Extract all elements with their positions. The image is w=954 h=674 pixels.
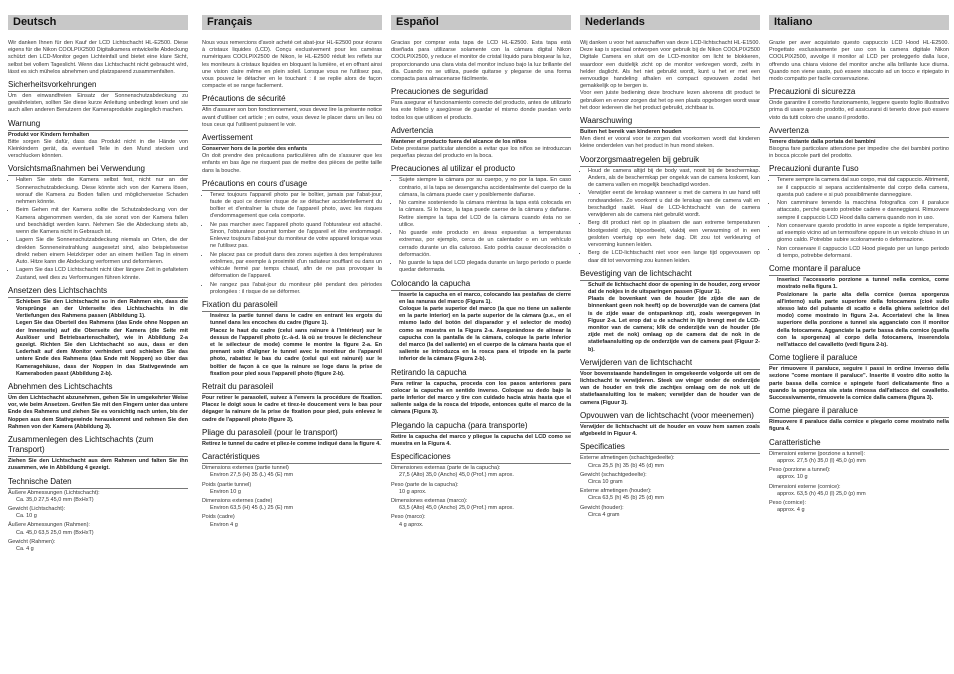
spec-label: Poids (cadre) bbox=[202, 514, 235, 521]
section-text: Pour retirer le parasoleil, suivez à l'envers la procédure de fixation. Placez le doigt sous le cadre et tirez-le doucement vers le bas pour dégager la rainure de la prise de fixation pour pied, puis enlevez le cadre de l'appareil photo (figure 3). bbox=[202, 395, 382, 423]
spec-value: 63,5 (Alto) 45,0 (Ancho) 25,0 (Prof.) mm aprox. bbox=[399, 505, 514, 512]
intro-text: Grazie per aver acquistato questo cappuccio LCD Hood HL-E2500. Progettato esclusivamente per uso con la camera digitale Nikon COOLPIX2500, avvolge il monitor al LCD per proteggerlo dalla luce, offrendo una chiara visione del monitor anche alla brillante luce diurna. Quando non viene usato, può essere staccato ad un tocco e ripiegato in modo compatto per facile conservazione. bbox=[769, 40, 949, 83]
intro-text: Nous vous remercions d'avoir acheté cet abat-jour HL-E2500 pour écrans à cristaux liquides (LCD). Conçu exclusivement pour les caméras numériques COOLPIX2500 de Nikon, le HL-E2500 réduit les reflets sur les moniteurs à cristaux liquides en bloquant la lumière, et en offrant ainsi une vision claire même en plein soleil. Lorsque vous ne l'utilisez pas, vous pouvez le détacher en le touchant : il se replie alors de façon compacte et se range facilement. bbox=[202, 40, 382, 90]
section-heading: Opvouwen van de lichtschacht (voor meenemen) bbox=[580, 411, 760, 423]
spec-value: Ca. 35,0 27,5 45,0 mm (BxHxT) bbox=[16, 496, 94, 503]
section-heading: Retrait du parasoleil bbox=[202, 382, 382, 394]
section-text: Bisogna fare particolare attenzione per impedire che dei bambini portino in bocca piccole parti del prodotto. bbox=[769, 146, 949, 160]
warning-bold: Conserver hors de la portée des enfants bbox=[202, 146, 308, 153]
spec-value: 4 g aprox. bbox=[399, 521, 424, 528]
section-text: Voor bovenstaande handelingen in omgekeerde volgorde uit om de lichtschacht te verwijderen. Steek uw vinger onder de onderzijde van de houder en trek die zachtjes omlaag om de nok uit de statiefaansluiting los te maken; verwijder dan de houder van de camera (Figuur 3). bbox=[580, 370, 760, 406]
spec-value: Circa 10 gram bbox=[588, 478, 623, 485]
section-heading: Précautions en cours d'usage bbox=[202, 179, 382, 191]
spec-label: Peso (porzione a tunnel): bbox=[769, 467, 831, 474]
spec-value: Circa 25,5 (h) 35 (b) 45 (d) mm bbox=[588, 462, 664, 469]
spec-label: Äußere Abmessungen (Rahmen): bbox=[8, 522, 90, 529]
step-text: Inserisci l'accessorio porzione a tunnel nella cornice, come mostrato nella figura 1. bbox=[777, 277, 949, 291]
list-item: • Ne rangez pas l'abat-jour du moniteur plié pendant des périodes prolongées : il risque de se déformer. bbox=[210, 282, 382, 296]
section-text: Um den Lichtschacht abzunehmen, gehen Sie in umgekehrter Weise vor, wie beim Ansetzen. Greifen Sie mit den Fingern unter das untere Ende des Rahmens und ziehen Sie es vorsichtig nach unten, bis der Noppen aus dem Stativgewinde herauskommt und nehmen Sie den Rahmen von der Kamera (Abbildung 3). bbox=[8, 395, 188, 430]
section-heading: Fixation du parasoleil bbox=[202, 300, 382, 312]
section-heading: Vorsichtsmaßnahmen bei Verwendung bbox=[8, 164, 188, 176]
section-heading: Waarschuwing bbox=[580, 116, 760, 128]
section-text: Um den einwandfreien Einsatz der Sonnenschutzabdeckung zu gewährleisten, sollten Sie diese kurze Anleitung unbedingt lesen und sie auch allen anderen Benutzern der Kameraprodukte zugänglich machen. bbox=[8, 93, 188, 114]
spec-label: Äußere Abmessungen (Lichtschacht): bbox=[8, 489, 100, 496]
list-item: • Berg de LCD-lichtschacht niet voor een lange tijd opgevouwen op daar dit tot vervorming zou kunnen leiden. bbox=[588, 250, 760, 264]
step-text: Posizionare la parte alta della cornice (senza sporgenza all'interno) sulla parte superiore della fotocamera (cioè sullo stesso lato del pulsante di scatto e della ghiera selettrice del modo) come mostrato in figura 2-a. Accertatevi che la linea superiore della porzione a tunnel sia agganciato con il monitor della fotocamera. Agganciate la parte bassa della cornice (quella con la sporgenza) al corpo della fotocamera, inserendola nell'attacco del cavalletto (vedi figura 2-b). bbox=[777, 291, 949, 349]
section-heading: Abnehmen des Lichtschachts bbox=[8, 382, 188, 394]
list-item: • Non camminare tenendo la macchina fotografica con il paraluce attaccato, perché questo potrebbe cadere e danneggiarsi. Rimuovere sempre il cappuccio LCD Hood dalla camera quando non in uso. bbox=[777, 200, 949, 222]
spec-value: 27,5 (Alto) 35,0 (Ancho) 45,0 (Prof.) mm aprox. bbox=[399, 472, 514, 479]
spec-value: Circa 4 gram bbox=[588, 511, 620, 518]
step-text: Coloque la parte superior del marco (la que no tiene un saliente en la parte interior) en la parte superior de la cámara (p.e., en el mismo lado del botón del disparador y el selector de modo) como se muestra en la Figura 2-a. Asegurándose de alinear la capucha con la pantalla de la cámara, coloque la parte inferior del marco (la del saliente) en el cuerpo de la cámara hasta que el saliente se introduzca en la rosca para el trípode en la parte inferior de la cámara (Figura 2-b). bbox=[399, 306, 571, 363]
section-heading: Plegando la capucha (para transporte) bbox=[391, 421, 571, 433]
section-text: Retirez le tunnel du cadre et pliez-le comme indiqué dans la figure 4. bbox=[202, 440, 381, 447]
intro-text: Wir danken Ihnen für den Kauf der LCD Lichtschacht HL-E2500. Diese eigens für die Nikon COOLPIX2500 Digitalkamera entwickelte Abdeckung schützt den LCD-Monitor gegen Lichteinfall und bietet eine klare Sicht, selbst bei vollem Tageslicht. Wenn das Lichtschacht nicht gebraucht wird, lässt es sich mühelos abnehmen und platzsparend zusammenfalten. bbox=[8, 40, 188, 75]
intro-text: Wij danken u voor het aanschaffen van deze LCD-lichtschacht HL-E1500. Deze kap is speciaal ontworpen voor gebruik bij de Nikon COOLPIX2500 Digitale Camera en sluit om de LCD-monitor om licht te blokkeren, waardoor een duidelijk zicht op de monitor verkregen wordt, zelfs in helder daglicht. Als het niet gebruikt wordt, kunt u het er met een eenvoudige handeling afhalen en compact opvouwen zodat het gemakkelijk op te bergen is. bbox=[580, 40, 760, 90]
list-item: • Halten Sie stets die Kamera selbst fest, nicht nur an der Sonnenschutzabdeckung. Diese könnte sich von der Kamera lösen, worauf die Kamera zu Boden fallen und möglicherweise Schaden nehmen könnte. bbox=[16, 177, 188, 206]
spec-value: Environ 63,5 (H) 45 (L) 25 (E) mm bbox=[210, 505, 294, 512]
warning-bold: Mantener el producto fuera del alcance de los niños bbox=[391, 138, 527, 145]
precautions-list bbox=[202, 192, 382, 296]
spec-value: Environ 10 g bbox=[210, 488, 241, 495]
language-header: Español bbox=[391, 15, 571, 30]
section-heading: Avvertenza bbox=[769, 126, 949, 138]
section-heading: Verwijderen van de lichtschacht bbox=[580, 358, 760, 370]
list-item: • Lagern Sie das LCD Lichtschacht nicht über längere Zeit in gefaltetem Zustand, weil dies zu Verformungen führen könnte. bbox=[16, 267, 188, 281]
section-heading: Come piegare il paraluce bbox=[769, 406, 949, 418]
list-item: • Verwijder eerst de lenskap wanneer u met de camera in uw hand wilt rondwandelen. Zo voorkomt u dat de lenskap van de camera valt en beschadigd raakt. Haal de LCD-lichtschacht van de camera verwijderen als de camera niet gebruikt wordt. bbox=[588, 190, 760, 219]
spec-value: 10 g aprox. bbox=[399, 488, 427, 495]
section-heading: Ansetzen des Lichtschachts bbox=[8, 286, 188, 298]
step-text: Legen Sie das Oberteil des Rahmens (das Ende ohne Noppen an der Innenseite) auf die Oberseite der Kamera (die Seite mit Auslöser und Betriebsartenschalter), wie in Abbildung 2-a gezeigt. Richten Sie den Lichtschacht so aus, dass er den Lederhalt auf dem Monitor verhindert und schieben Sie das untere Ende des Rahmens (das Ende mit Noppen) so über das Kameragehäuse, dass der Noppen in das Stativgewinde am Kameraboden passt (Abbildung 2-b). bbox=[16, 320, 188, 377]
list-item: • Houd de camera altijd bij de body vast, nooit bij de beschermkap. Anders, als de beschermkap per ongeluk van de camera loskomt, kan de camera vallen en mogelijk beschadigd worden. bbox=[588, 168, 760, 190]
spec-label: Gewicht (schachtgedeelte): bbox=[580, 471, 647, 478]
column-deutsch bbox=[8, 15, 188, 555]
section-heading: Precauciones al utilizar el producto bbox=[391, 164, 571, 176]
step-text: Insérez la partie tunnel dans le cadre en entrant les ergots du tunnel dans les encoches du cadre (figure 1). bbox=[210, 313, 382, 327]
language-header: Deutsch bbox=[8, 15, 188, 30]
step-text: Inserte la capucha en el marco, colocando las pestañas de cierre en las ranuras del marco (Figura 1). bbox=[399, 291, 571, 305]
list-item: • No camine sosteniendo la cámara mientras la tapa está colocada en la cámara. Si lo hace, la tapa puede caerse de la cámara y dañarse. Retire siempre la tapa del LCD de la cámara cuando ésta no se utilice. bbox=[399, 200, 571, 229]
list-item: • Beim Gehen mit der Kamera sollte die Schutzabdeckung von der Kamera abgenommen werden, da sie sonst von der Kamera fallen und beschädigt werden kann. Nehmen Sie die Abdeckung stets ab, wenn die Kamera nicht in Gebrauch ist. bbox=[16, 207, 188, 236]
step-text: Schieben Sie den Lichtschacht so in den Rahmen ein, dass die Vorsprünge an der Unterseite des Lichtschachts in die Vertiefungen des Rahmens passen (Abbildung 1). bbox=[16, 298, 188, 320]
section-text: Verwijder de lichtschacht uit de houder en vouw hem samen zoals afgebeeld in Figuur 4. bbox=[580, 423, 760, 438]
spec-label: Gewicht (Lichtschacht): bbox=[8, 505, 66, 512]
section-text: Men dient er vooral voor te zorgen dat voorkomen wordt dat kinderen kleine onderdelen van het product in hun mond steken. bbox=[580, 136, 760, 150]
section-heading: Bevestiging van de lichtschacht bbox=[580, 269, 760, 281]
section-heading: Advertencia bbox=[391, 126, 571, 138]
list-item: • Lagern Sie die Sonnenschutzabdeckung niemals an Orten, die der direkten Sonneneinstrahlung ausgesetzt sind, also beispielsweise direkt neben einem Heizkörper oder an einem heißen Tag in einem Auto. Hitze kann die Abdeckung verformen und deformieren. bbox=[16, 237, 188, 266]
section-text: Onde garantire il corretto funzionamento, leggere questo foglio illustrativo prima di usare questo prodotto, ed assicurarsi di tenerlo dove può essere visto da tutti coloro che usano il prodotto. bbox=[769, 100, 949, 121]
column-italiano bbox=[769, 15, 949, 516]
column-espanol bbox=[391, 15, 571, 531]
spec-label: Externe afmetingen (houder): bbox=[580, 488, 652, 495]
section-text: Ziehen Sie den Lichtschacht aus dem Rahmen und falten Sie ihn zusammen, wie in Abbildung 4 gezeigt. bbox=[8, 458, 188, 472]
spec-label: Gewicht (houder): bbox=[580, 504, 624, 511]
section-text: Afin d'assurer son bon fonctionnement, vous devez lire la présente notice avant d'utiliser cet article ; en outre, vous devez le placer dans un lieu où tous ceux qui l'utilisent puissent le voir. bbox=[202, 107, 382, 128]
list-item: • Tenez toujours l'appareil photo par le boîtier, jamais par l'abat-jour, faute de quoi ce dernier risque de se détacher accidentellement du boîtier et d'entraîner la chute de l'appareil photo, avec les risques d'endommagement que cela comporte. bbox=[210, 192, 382, 221]
list-item: • Ne placez pas ce produit dans des zones sujettes à des températures extrêmes, par exemple à proximité d'un radiateur soufflant ou dans un véhicule fermé par temps chaud, afin de ne pas provoquer la déformation de l'appareil. bbox=[210, 252, 382, 281]
warning-bold: Produkt vor Kindern fernhalten bbox=[8, 131, 90, 138]
spec-value: Ca. 10 g bbox=[16, 513, 37, 520]
intro-text: Gracias por comprar esta tapa de LCD HL-E2500. Esta tapa está diseñada para utilizarse solamente con la cámara digital Nikon COOLPIX2500, y reduce el monitor de cristal líquido para bloquear la luz, proporcionando una clara vista del monitor incluso bajo la luz brillante del día. Cuando no se utiliza, puede quitarse y plegarse de una forma compacta para almacenarse fácilmente. bbox=[391, 40, 571, 83]
section-heading: Especificaciones bbox=[391, 452, 571, 464]
intro-text-2: Voor een juiste bediening deze brochure lezen alvorens dit product te gebruiken en ervoor zorgen dat het op een plaats opgeborgen wordt waar het door iedereen die het product gebruikt, zichtbaar is. bbox=[580, 90, 760, 111]
section-text: On doit prendre des précautions particulières afin de s'assurer que les enfants en bas âge ne risquent pas de mettre des pièces de petite taille dans la bouche. bbox=[202, 153, 382, 174]
language-header: Italiano bbox=[769, 15, 949, 30]
section-heading: Warnung bbox=[8, 119, 188, 131]
spec-value: approx. 10 g bbox=[777, 474, 808, 481]
precautions-list bbox=[391, 177, 571, 274]
spec-label: Dimensiones externas (marco): bbox=[391, 497, 468, 504]
section-text: Para asegurar el funcionamiento correcto del producto, antes de utilizarlo lea este folleto y asegúrese de guardar el mismo donde puedan verlo todos los que utilicen el producto. bbox=[391, 100, 571, 121]
section-heading: Avertissement bbox=[202, 133, 382, 145]
spec-value: Circa 63,5 (h) 45 (b) 25 (d) mm bbox=[588, 495, 664, 502]
section-heading: Pliage du parasoleil (pour le transport) bbox=[202, 428, 382, 440]
spec-label: Externe afmetingen (schachtgedeelte): bbox=[580, 455, 675, 462]
section-heading: Sicherheitsvorkehrungen bbox=[8, 80, 188, 92]
section-text: Rimuovere il paraluce dalla cornice e piegarlo come mostrato nella figura 4. bbox=[769, 419, 949, 433]
spec-label: Dimensioni esterne (cornice): bbox=[769, 483, 841, 490]
spec-label: Dimensiones externas (parte de la capucha): bbox=[391, 465, 501, 472]
section-text: Bitte sorgen Sie dafür, dass das Produkt nicht in die Hände von Kleinkindern gerät, da eventuell Teile in den Mund stecken und verschlucken könnten. bbox=[8, 138, 188, 160]
spec-label: Dimensioni esterne (porzione a tunnel): bbox=[769, 450, 865, 457]
section-text: Retire la capucha del marco y pliegue la capucha del LCD como se muestra en la Figura 4. bbox=[391, 433, 571, 447]
list-item: • Tenere sempre la camera dal suo corpo, mai dal cappuccio. Altrimenti, se il cappuccio si separa accidentalmente dal corpo della camera, questa può cadere e si può possibilmente danneggiare. bbox=[777, 177, 949, 199]
list-item: • Ne pas marcher avec l'appareil photo quand l'obturateur est attaché. Sinon, l'obturateur pourrait tomber de l'appareil et être endommagé. Enlevez toujours l'abat-jour du moniteur de votre appareil lorsque vous ne l'utilisez pas. bbox=[210, 222, 382, 251]
section-heading: Precauzioni durante l'uso bbox=[769, 164, 949, 176]
spec-value: Ca. 45,0 63,5 25,0 mm (BxHxT) bbox=[16, 529, 94, 536]
list-item: • Non conservare il cappuccio LCD Hood piegato per un lungo periodo di tempo, potrebbe deformarsi. bbox=[777, 246, 949, 260]
section-heading: Come togliere il paraluce bbox=[769, 353, 949, 365]
step-text: Placez le haut du cadre (celui sans rainure à l'intérieur) sur le dessus de l'appareil photo (c.-à-d. là où se trouve le déclencheur et le sélecteur de mode) comme le montre la figure 2-a. En prenant soin d'aligner le tunnel avec le moniteur de l'appareil photo, rabattez le bas du cadre (celui qui est rainuré) sur le boîtier de façon à ce que la rainure se loge dans la prise de fixation pour pied sous l'appareil photo (figure 2-b). bbox=[210, 327, 382, 377]
section-heading: Caratteristiche bbox=[769, 438, 949, 450]
section-text: Per rimuovere il paraluce, seguire i passi in ordine inverso della sezione "come montare il paraluce". Inserite il vostro dito sotto la parte bassa della cornice e spingete fuori delicatamente fino a quando la sporgenza sia stata rimossa dall'attacco del cavalletto. Successivamente, rimuovete la cornice dalla camera (figura 3). bbox=[769, 366, 949, 402]
spec-label: Gewicht (Rahmen): bbox=[8, 538, 56, 545]
section-heading: Voorzorgsmaatregelen bij gebruik bbox=[580, 155, 760, 167]
column-nederlands bbox=[580, 15, 760, 521]
spec-value: approx. 27,5 (h) 35,0 (l) 45,0 (p) mm bbox=[777, 457, 866, 464]
spec-value: approx. 63,5 (h) 45,0 (l) 25,0 (p) mm bbox=[777, 490, 866, 497]
spec-value: approx. 4 g bbox=[777, 507, 805, 514]
section-text: Para retirar la capucha, proceda con los pasos anteriores para colocar la capucha en sentido inverso. Coloque su dedo bajo la parte inferior del marco y tire con cuidado hacia atrás hasta que el saliente salga de la rosca del trípode, entonces quite el marco de la cámara (Figura 3). bbox=[391, 380, 571, 416]
list-item: • No guarde la tapa del LCD plegada durante un largo período o puede quedar deformada. bbox=[399, 260, 571, 274]
section-heading: Specificaties bbox=[580, 442, 760, 454]
section-heading: Précautions de sécurité bbox=[202, 94, 382, 106]
list-item: • Sujete siempre la cámara por su cuerpo, y no por la tapa. En caso contrario, si la tapa se desengancha accidentalmente del cuerpo de la cámara, la cámara puede caer y posiblemente dañarse. bbox=[399, 177, 571, 199]
section-heading: Technische Daten bbox=[8, 477, 188, 489]
section-heading: Precauzioni di sicurezza bbox=[769, 87, 949, 99]
precautions-list bbox=[8, 177, 188, 281]
step-text: Schuif de lichtschacht door de opening in de houder, zorg ervoor dat de nokjes in de uitsparingen passen (Figuur 1). bbox=[588, 281, 760, 296]
section-heading: Zusammenlegen des Lichtschachts (zum Transport) bbox=[8, 435, 188, 457]
language-header: Français bbox=[202, 15, 382, 30]
section-heading: Precauciones de seguridad bbox=[391, 87, 571, 99]
list-item: • No guarde este producto en áreas expuestas a temperaturas extremas, por ejemplo, cerca de un calentador o en un vehículo cerrado durante un día caluroso. Esto podría causar decoloración o deformación. bbox=[399, 230, 571, 259]
language-header: Nederlands bbox=[580, 15, 760, 30]
spec-label: Dimensions externes (cadre) bbox=[202, 497, 273, 504]
precautions-list bbox=[580, 168, 760, 265]
section-heading: Come montare il paraluce bbox=[769, 264, 949, 276]
list-item: • Non conservare questo prodotto in aree esposte a rigide temperature, ad esempio vicino ad un termosifone oppure in un veicolo chiuso in un giorno caldo. Potrebbe subire scoloramento o deformazione. bbox=[777, 223, 949, 245]
spec-label: Dimensions externes (partie tunnel) bbox=[202, 465, 289, 472]
spec-label: Peso (marco): bbox=[391, 514, 426, 521]
warning-bold: Tenere distante dalla portata dei bambini bbox=[769, 138, 876, 145]
section-heading: Caractéristiques bbox=[202, 452, 382, 464]
spec-label: Peso (cornice): bbox=[769, 499, 806, 506]
spec-label: Peso (parte de la capucha): bbox=[391, 481, 459, 488]
warning-bold: Buiten het bereik van kinderen houden bbox=[580, 129, 682, 136]
section-heading: Retirando la capucha bbox=[391, 368, 571, 380]
step-text: Plaats de bovenkant van de houder (de zijde die aan de binnenkant geen nok heeft) op de bovenzijde van de camera (dat is de zijde waar de ontspanknop zit), zoals weergegeven in Figuur 2-a. Let erop dat u de schacht in lijn brengt met de LCD-monitor van de camera; klik de onderzijde van de houder (de zijde met de nok) omlaag op de camera dat de nok in de statiefaansluiting op de onderzijde van de camera past (Figuur 2-b). bbox=[588, 296, 760, 353]
spec-value: Ca. 4 g bbox=[16, 545, 34, 552]
list-item: • Berg dit product niet op in plaatsen die aan extreme temperaturen blootgesteld zijn, bijvoorbeeld, vlakbij een verwarming of in een gesloten voertuig op een hete dag. Dit zou tot verkleuring of vervorming kunnen leiden. bbox=[588, 220, 760, 249]
section-text: Debe prestarse particular atención a evitar que los niños se introduzcan pequeñas piezas del producto en la boca. bbox=[391, 146, 571, 160]
spec-value: Environ 27,5 (H) 35 (L) 45 (E) mm bbox=[210, 472, 294, 479]
precautions-list bbox=[769, 177, 949, 260]
section-heading: Colocando la capucha bbox=[391, 279, 571, 291]
spec-value: Environ 4 g bbox=[210, 521, 238, 528]
spec-label: Poids (partie tunnel) bbox=[202, 481, 252, 488]
column-francais bbox=[202, 15, 382, 531]
